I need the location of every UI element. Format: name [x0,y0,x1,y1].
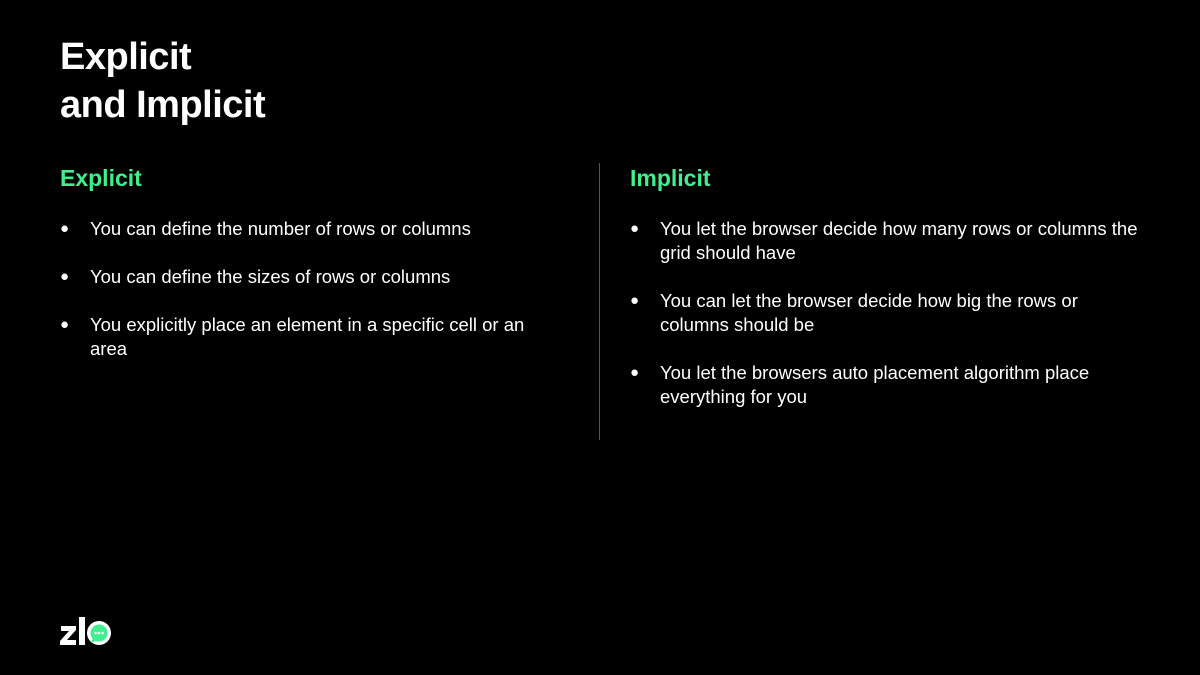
bullet-icon: ● [630,292,640,309]
explicit-column [60,163,560,385]
list-item-text: You let the browsers auto placement algorithm place everything for you [660,362,1090,407]
list-item-text: You can define the number of rows or columns [90,218,471,239]
list-item-text: You explicitly place an element in a specific cell or an area [90,314,525,359]
bullet-icon: ● [60,316,70,333]
zb-logo-icon [60,614,116,648]
list-item [60,265,560,289]
bullet-icon: ● [630,220,640,237]
list-item [630,217,1150,265]
list-item [60,217,560,241]
slide-title-line-2: and Implicit [60,84,266,126]
list-item [630,289,1150,337]
slide-title [60,33,265,129]
column-divider [599,163,600,440]
list-item [60,313,560,361]
explicit-heading: Explicit [60,165,142,191]
list-item-text: You can define the sizes of rows or columns [90,266,451,287]
implicit-list [630,217,1150,409]
list-item-text: You let the browser decide how many rows or columns the grid should have [660,218,1138,263]
bullet-icon: ● [60,268,70,285]
bullet-icon: ● [630,364,640,381]
implicit-column [630,163,1150,433]
list-item-text: You can let the browser decide how big the rows or columns should be [660,290,1078,335]
implicit-heading: Implicit [630,165,711,191]
explicit-list [60,217,560,361]
bullet-icon: ● [60,220,70,237]
slide-title-line-1: Explicit [60,36,192,78]
list-item [630,361,1150,409]
